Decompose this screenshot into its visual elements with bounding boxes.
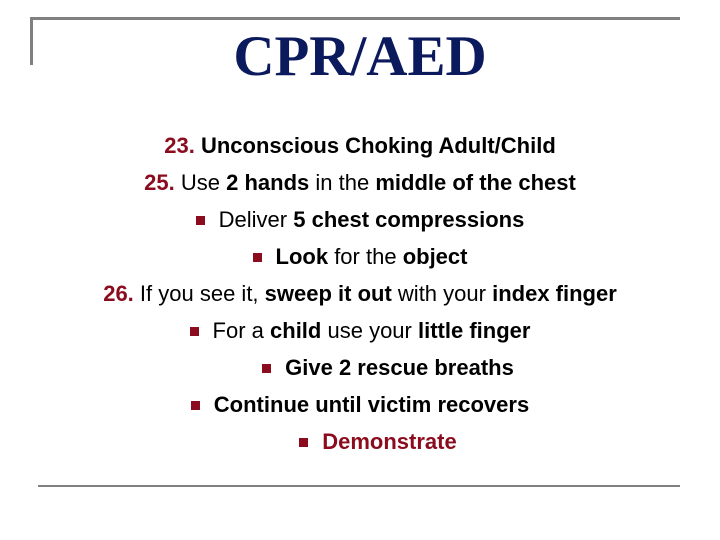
bullet-line: [0, 423, 720, 460]
square-bullet-icon: [253, 253, 262, 262]
step-text: Unconscious Choking Adult/Child: [200, 133, 556, 158]
bullet-line: [0, 386, 720, 423]
bullet-line: [0, 349, 720, 386]
square-bullet-icon: [299, 438, 308, 447]
bullet-text: For a: [212, 318, 264, 343]
step-text: sweep it out: [264, 281, 392, 306]
step-23-line: [0, 127, 720, 164]
demonstrate-text: Demonstrate: [322, 429, 457, 454]
bullet-text: child: [270, 318, 322, 343]
step-number: 26.: [103, 281, 134, 306]
square-bullet-icon: [191, 401, 200, 410]
step-text: 2 hands: [226, 170, 310, 195]
step-text: If you see it,: [139, 281, 259, 306]
frame-bottom-border: [38, 485, 680, 487]
step-text: middle of the chest: [375, 170, 576, 195]
bullet-text: for the: [334, 244, 397, 269]
square-bullet-icon: [190, 327, 199, 336]
step-number: 23.: [164, 133, 195, 158]
step-text: with your: [397, 281, 486, 306]
step-text: in the: [315, 170, 370, 195]
frame-top-border: [30, 17, 680, 20]
bullet-text: Give 2 rescue breaths: [285, 355, 514, 380]
bullet-text: little finger: [418, 318, 531, 343]
step-text: Use: [180, 170, 220, 195]
square-bullet-icon: [196, 216, 205, 225]
step-25-line: [0, 164, 720, 201]
square-bullet-icon: [262, 364, 271, 373]
slide-title: CPR/AED: [233, 25, 487, 88]
bullet-line: [0, 201, 720, 238]
step-26-line: [0, 275, 720, 312]
bullet-line: [0, 312, 720, 349]
step-number: 25.: [144, 170, 175, 195]
bullet-text: Continue until victim recovers: [213, 392, 530, 417]
bullet-text: object: [402, 244, 468, 269]
bullet-text: use your: [327, 318, 412, 343]
step-text: index finger: [492, 281, 617, 306]
bullet-text: 5 chest compressions: [293, 207, 525, 232]
bullet-text: Deliver: [218, 207, 288, 232]
bullet-text: Look: [275, 244, 329, 269]
slide-body: [0, 127, 720, 460]
bullet-line: [0, 238, 720, 275]
